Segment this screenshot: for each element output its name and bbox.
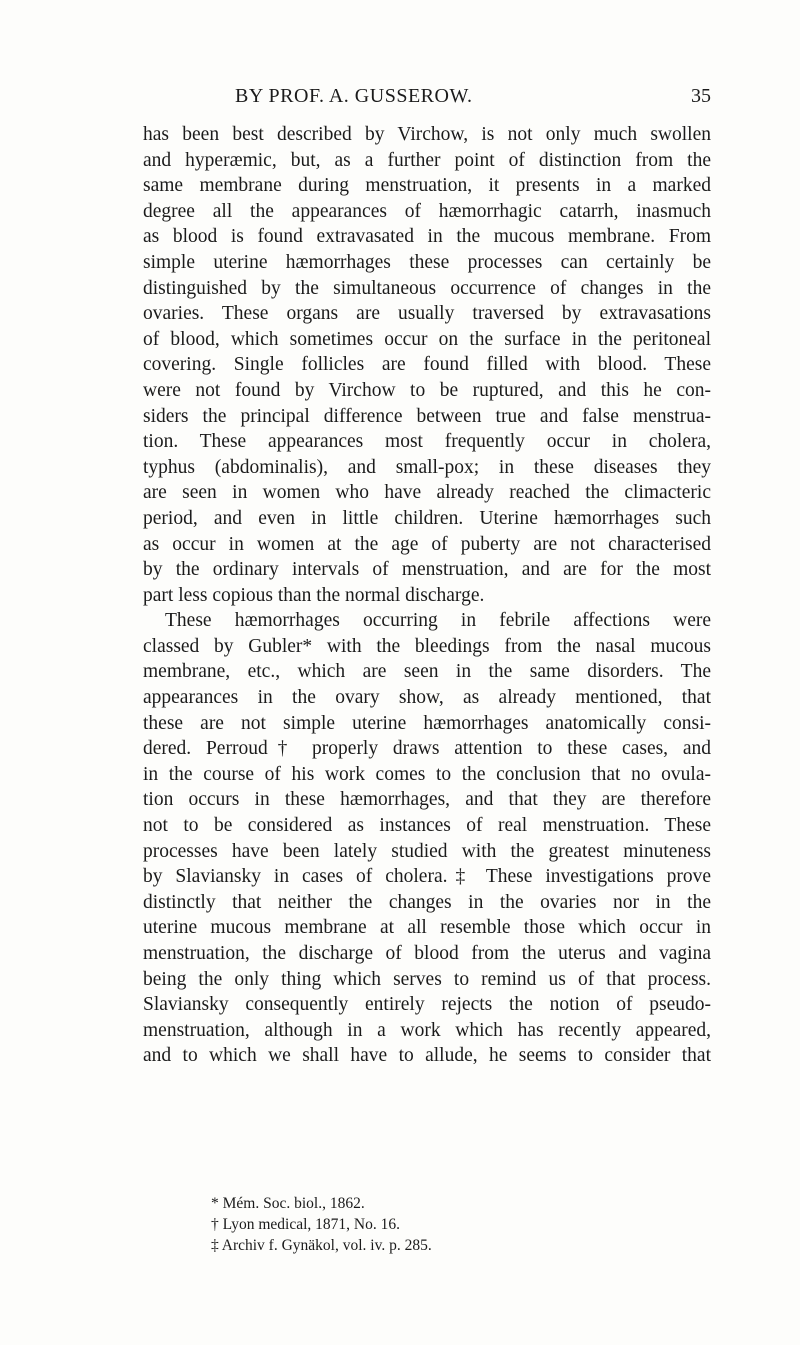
body-text: [143, 122, 711, 1069]
text-line: ovaries. These organs are usually traversed by extravasations: [143, 303, 711, 325]
text-line: menstruation, although in a work which has recently appeared,: [143, 1019, 711, 1041]
page-number: 35: [691, 85, 711, 107]
text-line: by the ordinary intervals of menstruation, and are for the most: [143, 559, 711, 581]
text-line: and hyperæmic, but, as a further point of distinction from the: [143, 149, 711, 171]
text-line: are seen in women who have already reached the climacteric: [143, 482, 711, 504]
text-line: degree all the appearances of hæmorrhagic catarrh, inasmuch: [143, 200, 711, 222]
text-line: as blood is found extravasated in the mucous membrane. From: [143, 226, 711, 248]
text-line: has been best described by Virchow, is not only much swollen: [143, 124, 711, 145]
text-line: menstruation, the discharge of blood from the uterus and vagina: [143, 943, 711, 964]
text-line: tion occurs in these hæmorrhages, and that they are therefore: [143, 789, 711, 811]
text-line: were not found by Virchow to be ruptured, and this he con-: [143, 379, 711, 401]
running-head: [143, 85, 711, 111]
running-head-title: BY PROF. A. GUSSEROW.: [235, 85, 473, 107]
text-line: simple uterine hæmorrhages these processes can certainly be: [143, 251, 711, 273]
text-line: and to which we shall have to allude, he seems to consider that: [143, 1045, 711, 1067]
text-line: period, and even in little children. Uterine hæmorrhages such: [143, 507, 711, 529]
text-line: not to be considered as instances of real menstruation. These: [143, 815, 711, 837]
paragraph-end-line: part less copious than the normal discharge.: [143, 584, 485, 606]
text-line: distinctly that neither the changes in the ovaries nor in the: [143, 891, 711, 913]
text-line: as occur in women at the age of puberty are not characterised: [143, 533, 711, 555]
text-line: by Slaviansky in cases of cholera.‡ These investigations prove: [143, 866, 711, 888]
text-line: uterine mucous membrane at all resemble those which occur in: [143, 917, 711, 939]
text-line: membrane, etc., which are seen in the same disorders. The: [143, 661, 711, 683]
text-line: processes have been lately studied with the greatest minuteness: [143, 840, 711, 862]
footnote-slaviansky: ‡ Archiv f. Gynäkol, vol. iv. p. 285.: [211, 1237, 432, 1254]
text-line: appearances in the ovary show, as already mentioned, that: [143, 687, 711, 709]
text-line: of blood, which sometimes occur on the surface in the peritoneal: [143, 328, 711, 350]
text-line: same membrane during menstruation, it presents in a marked: [143, 175, 711, 197]
text-line: Slaviansky consequently entirely rejects the notion of pseudo-: [143, 994, 711, 1016]
paragraph-start-line: These hæmorrhages occurring in febrile affections were: [165, 610, 711, 632]
text-line: distinguished by the simultaneous occurrence of changes in the: [143, 277, 711, 299]
text-line: being the only thing which serves to remind us of that process.: [143, 968, 711, 990]
footnotes: [211, 1193, 631, 1256]
footnote-gubler: * Mém. Soc. biol., 1862.: [211, 1195, 365, 1212]
text-line: covering. Single follicles are found filled with blood. These: [143, 354, 711, 376]
text-line: tion. These appearances most frequently occur in cholera,: [143, 431, 711, 453]
text-line: siders the principal difference between true and false menstrua-: [143, 405, 711, 427]
text-line: in the course of his work comes to the conclusion that no ovula-: [143, 763, 711, 785]
text-line: these are not simple uterine hæmorrhages anatomically consi-: [143, 712, 711, 734]
text-line: typhus (abdominalis), and small-pox; in these diseases they: [143, 456, 711, 478]
footnote-perroud: † Lyon medical, 1871, No. 16.: [211, 1216, 400, 1233]
text-line: dered. Perroud† properly draws attention to these cases, and: [143, 738, 711, 760]
text-line: classed by Gubler* with the bleedings from the nasal mucous: [143, 635, 711, 657]
